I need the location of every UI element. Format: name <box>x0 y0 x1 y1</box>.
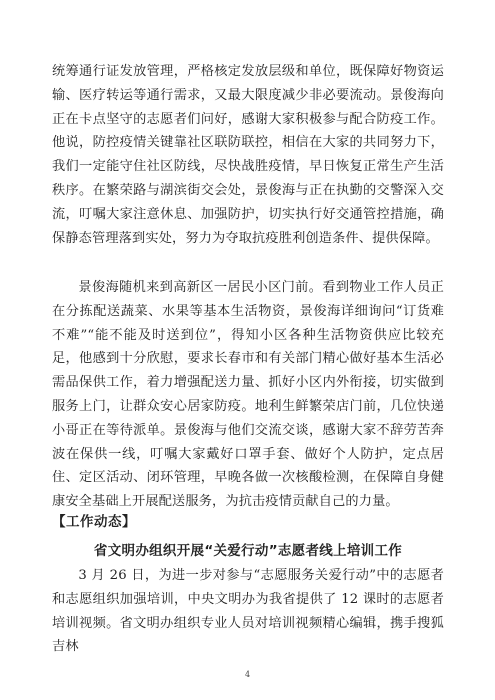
paragraph-3: 3 月 26 日，为进一步对参与“志愿服务关爱行动”中的志愿者和志愿组织加强培训，中央文明办为我省提供了 12 课时的志愿者培训视频。省文明办组织专业人员对培训视频精心编辑，携手搜狐吉林 <box>52 568 444 655</box>
article-title: 省文明办组织开展“关爱行动”志愿者线上培训工作 <box>93 543 403 559</box>
section-header: 【工作动态】 <box>52 514 136 530</box>
paragraph-1: 统筹通行证发放管理，严格核定发放层级和单位，既保障好物资运输、医疗转运等通行需求，又最大限度减少非必要流动。景俊海向正在卡点坚守的志愿者们问好，感谢大家积极参与配合防疫工作。他说，防控疫情关键靠社区联防联控，相信在大家的共同努力下，我们一定能守住社区防线，尽快战胜疫情，早日恢复正常生产生活秩序。在繁荣路与湖滨街交会处，景俊海与正在执勤的交警深入交流，叮嘱大家注意休息、加强防护，切实执行好交通管控措施，确保静态管理落到实处，努力为夺取抗疫胜利创造条件、提供保障。 <box>52 64 444 246</box>
paragraph-2: 景俊海随机来到高新区一居民小区门前。看到物业工作人员正在分拣配送蔬菜、水果等基本生活物资，景俊海详细询问“订货难不难”“能不能及时送到位”，得知小区各种生活物资供应比较充足，他感到十分欣慰，要求长春市和有关部门精心做好基本生活必需品保供工作，着力增强配送力量、抓好小区内外衔接，切实做到服务上门，让群众安心居家防疫。地利生鲜繁荣店门前，几位快递小哥正在等待派单。景俊海与他们交流交谈，感谢大家不辞劳苦奔波在保供一线，叮嘱大家戴好口罩手套、做好个人防护，定点居住、定区活动、闭环管理，早晚各做一次核酸检测，在保障自身健康安全基础上开展配送服务，为抗击疫情贡献自己的力量。 <box>52 280 444 510</box>
page-number: 4 <box>244 670 251 679</box>
